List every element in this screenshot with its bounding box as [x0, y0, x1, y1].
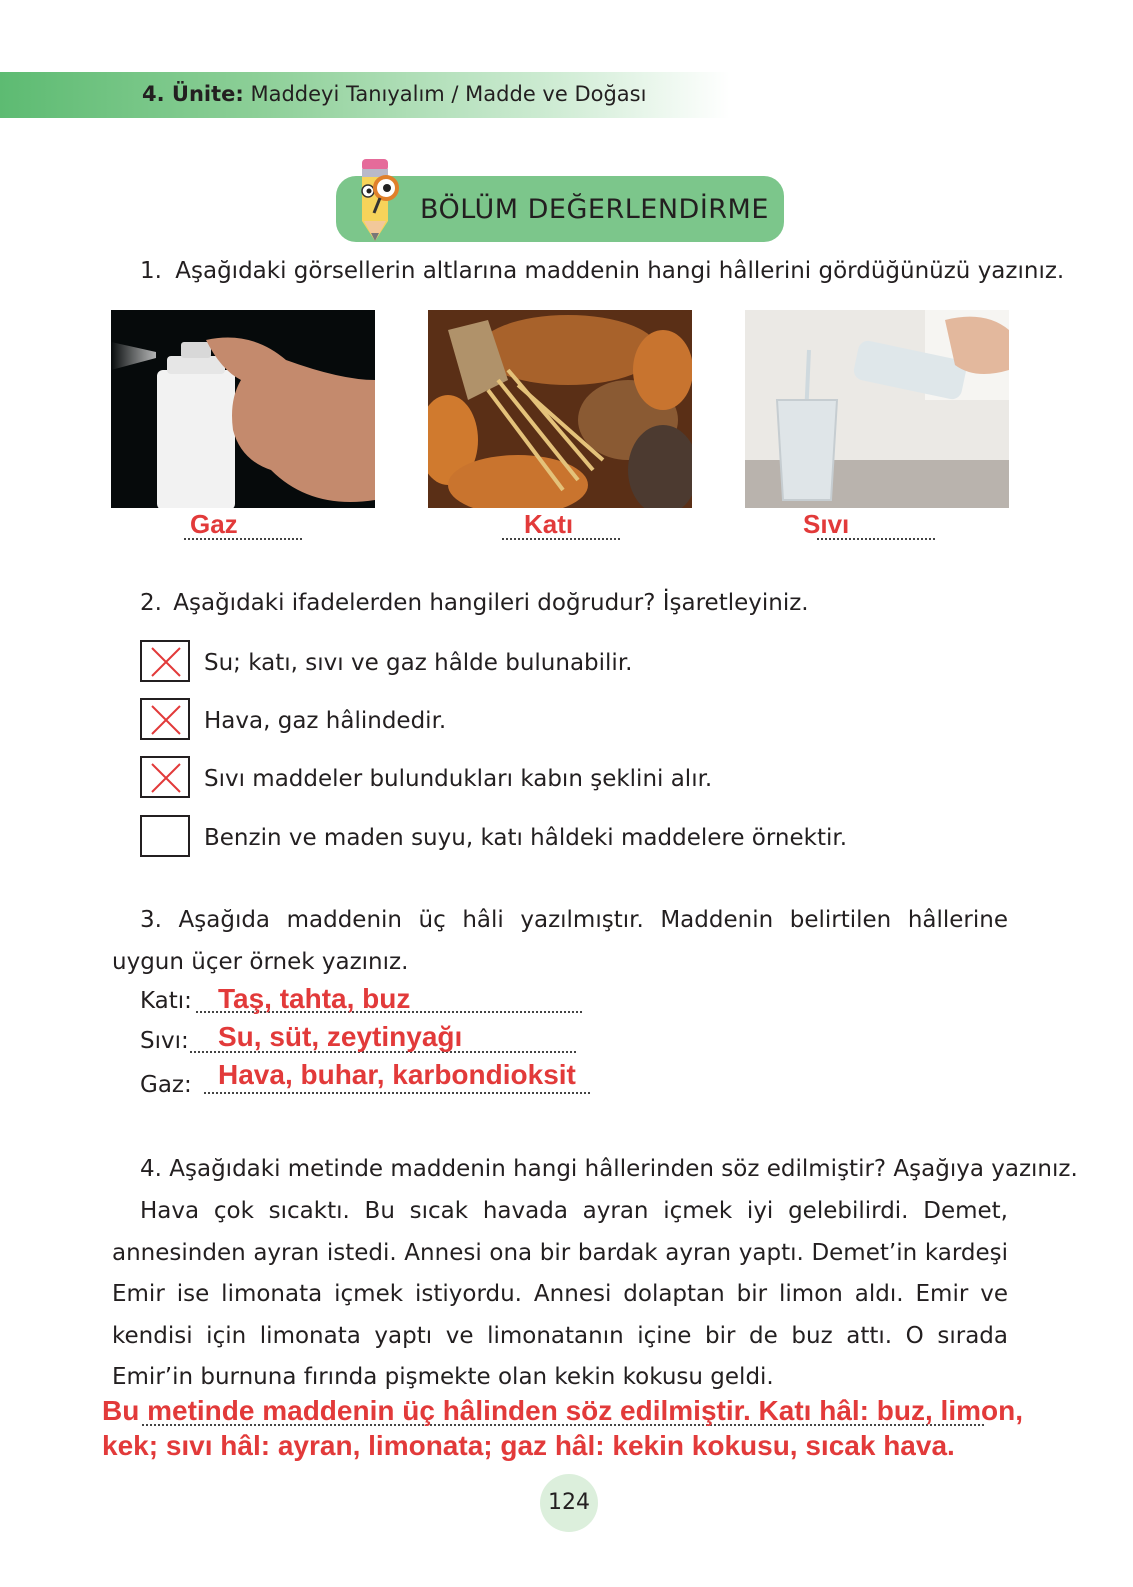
q3-number: 3.	[140, 907, 162, 933]
q4-prompt	[140, 1158, 1078, 1181]
q1-text: Aşağıdaki görsellerin altlarına maddenin hangi hâllerini gördüğünüzü yazınız.	[175, 258, 1065, 284]
unit-heading	[142, 82, 646, 106]
q2-item-1: Su; katı, sıvı ve gaz hâlde bulunabilir.	[204, 650, 633, 676]
q4-passage: Hava çok sıcaktı. Bu sıcak havada ayran içmek iyi gelebilirdi. Demet, annesinden ayran istedi. Annesi ona bir bardak ayran yaptı. Demet’in kardeşi Emir ise limonata içmek istiyordu. Annesi dolaptan bir limon aldı. Emir ve kendisi için limonata yaptı ve limonatanın içine bir de buz attı. O sırada Emir’in burnuna fırında pişmekte olan kekin kokusu geldi.	[112, 1198, 1008, 1390]
section-title: BÖLÜM DEĞERLENDİRME	[420, 194, 769, 225]
unit-title: Maddeyi Tanıyalım / Madde ve Doğası	[250, 82, 647, 106]
q2-prompt	[140, 592, 809, 615]
q3-answer-sivi: Su, süt, zeytinyağı	[218, 1021, 463, 1052]
q3-prompt	[112, 900, 1008, 983]
q2-checkbox-2[interactable]	[140, 698, 190, 740]
q2-checkbox-4[interactable]	[140, 815, 190, 857]
q2-number: 2.	[140, 590, 162, 616]
q1-answer-1: Gaz	[190, 509, 238, 539]
q2-item-2: Hava, gaz hâlindedir.	[204, 708, 447, 734]
q3-answer-kati: Taş, tahta, buz	[218, 983, 411, 1014]
q4-answer-line-1: Bu metinde maddenin üç hâlinden söz edilmiştir. Katı hâl: buz, limon,	[102, 1395, 1023, 1426]
x-mark-icon	[150, 646, 182, 678]
q3-text: Aşağıda maddenin üç hâli yazılmıştır. Maddenin belirtilen hâllerine uygun üçer örnek yazınız.	[112, 907, 1008, 975]
x-mark-icon	[150, 762, 182, 794]
water-pouring-glass-image	[745, 310, 1009, 508]
q4-number: 4.	[140, 1156, 162, 1182]
q2-item-4: Benzin ve maden suyu, katı hâldeki maddelere örnektir.	[204, 825, 848, 851]
q1-answer-2: Katı	[524, 509, 574, 539]
unit-label: 4. Ünite:	[142, 82, 244, 106]
spray-can-image	[111, 310, 375, 508]
q4-text: Aşağıdaki metinde maddenin hangi hâllerinden söz edilmiştir? Aşağıya yazınız.	[169, 1156, 1078, 1182]
q2-text: Aşağıdaki ifadelerden hangileri doğrudur? İşaretleyiniz.	[173, 590, 809, 616]
q3-label-gaz: Gaz:	[140, 1072, 192, 1098]
q3-answer-gaz: Hava, buhar, karbondioksit	[218, 1059, 576, 1090]
q3-label-kati: Katı:	[140, 988, 192, 1014]
pencil-magnifier-mascot-icon	[350, 155, 410, 245]
q3-label-sivi: Sıvı:	[140, 1028, 189, 1054]
x-mark-icon	[150, 704, 182, 736]
q1-prompt	[140, 260, 1064, 283]
q1-answer-3: Sıvı	[803, 509, 850, 539]
q4-answer-line-2: kek; sıvı hâl: ayran, limonata; gaz hâl: kekin kokusu, sıcak hava.	[102, 1430, 955, 1461]
q1-answer-line-2	[502, 538, 620, 540]
q3-line-gaz	[204, 1092, 590, 1094]
q1-number: 1.	[140, 258, 162, 284]
bread-wheat-image	[428, 310, 692, 508]
q2-item-3: Sıvı maddeler bulundukları kabın şeklini alır.	[204, 766, 713, 792]
q2-checkbox-3[interactable]	[140, 756, 190, 798]
q1-answer-line-3	[817, 538, 935, 540]
q2-checkbox-1[interactable]	[140, 640, 190, 682]
page-number: 124	[548, 1490, 590, 1515]
q1-answer-line-1	[184, 538, 302, 540]
